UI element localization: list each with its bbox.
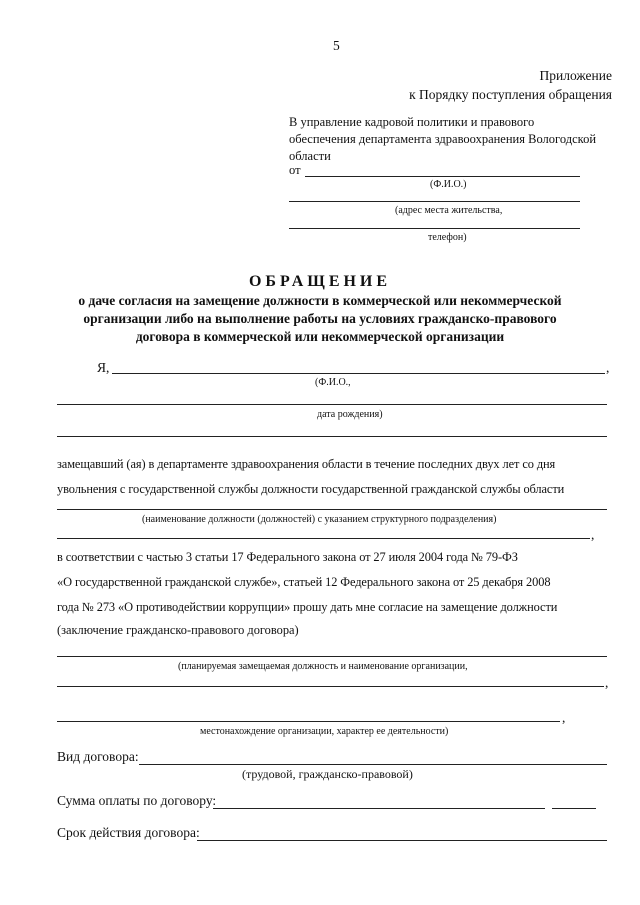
address-hint: (адрес места жительства, bbox=[395, 205, 503, 216]
payment-field[interactable] bbox=[213, 808, 545, 809]
payment-label: Сумма оплаты по договору: bbox=[57, 793, 217, 808]
document-title: ОБРАЩЕНИЕ bbox=[248, 273, 392, 290]
fio-hint: (Ф.И.О.) bbox=[430, 179, 467, 190]
planned-position-field-2[interactable] bbox=[57, 686, 604, 687]
request-line-4: (заключение гражданско-правового договора) bbox=[57, 623, 299, 637]
addressee-line-1: В управление кадровой политики и правового bbox=[289, 115, 535, 129]
request-line-3: года № 273 «О противодействии коррупции» прошу дать мне согласие на замещение должности bbox=[57, 600, 558, 614]
birth-date-hint: дата рождения) bbox=[317, 409, 383, 420]
from-fio-field[interactable] bbox=[305, 176, 580, 177]
addressee-line-3: области bbox=[289, 149, 331, 163]
addressee-line-2: обеспечения департамента здравоохранения Вологодской bbox=[289, 132, 597, 146]
request-line-2: «О государственной гражданской службе», статьей 12 Федерального закона от 25 декабря 2008 bbox=[57, 575, 551, 589]
ya-label: Я, bbox=[97, 360, 110, 375]
term-field[interactable] bbox=[197, 840, 607, 841]
appendix-line-1: Приложение bbox=[539, 68, 612, 83]
applicant-extra-field[interactable] bbox=[57, 436, 607, 437]
contract-type-hint: (трудовой, гражданско-правовой) bbox=[242, 767, 413, 781]
applicant-comma: , bbox=[606, 360, 610, 375]
phone-field[interactable] bbox=[289, 228, 580, 229]
phone-hint: телефон) bbox=[428, 232, 467, 243]
term-label: Срок действия договора: bbox=[57, 825, 200, 840]
appendix-line-2: к Порядку поступления обращения bbox=[409, 87, 612, 102]
contract-type-label: Вид договора: bbox=[57, 749, 139, 764]
location-hint: местонахождение организации, характер ее деятельности) bbox=[200, 726, 449, 737]
position-comma: , bbox=[591, 527, 595, 542]
position-field[interactable] bbox=[57, 509, 607, 510]
subtitle-line-3: договора в коммерческой или некоммерческой организации bbox=[135, 329, 505, 344]
position-text-line-2: увольнения с государственной службы должности государственной гражданской службы области bbox=[57, 482, 565, 496]
payment-field-2[interactable] bbox=[552, 808, 596, 809]
planned-position-field[interactable] bbox=[57, 656, 607, 657]
request-line-1: в соответствии с частью 3 статьи 17 Федерального закона от 27 июля 2004 года № 79-ФЗ bbox=[57, 550, 518, 564]
applicant-fio-hint: (Ф.И.О., bbox=[315, 377, 351, 388]
position-field-2[interactable] bbox=[57, 538, 590, 539]
position-hint: (наименование должности (должностей) с указанием структурного подразделения) bbox=[142, 514, 497, 525]
subtitle-line-1: о даче согласия на замещение должности в коммерческой или некоммерческой bbox=[78, 293, 562, 308]
from-label: от bbox=[289, 163, 301, 177]
page-number: 5 bbox=[333, 38, 340, 53]
planned-comma: , bbox=[605, 675, 609, 690]
location-comma: , bbox=[562, 710, 566, 725]
birth-date-field[interactable] bbox=[57, 404, 607, 405]
planned-position-hint: (планируемая замещаемая должность и наименование организации, bbox=[178, 661, 468, 672]
subtitle-line-2: организации либо на выполнение работы на условиях гражданско-правового bbox=[83, 311, 557, 326]
contract-type-field[interactable] bbox=[139, 764, 607, 765]
position-text-line-1: замещавший (ая) в департаменте здравоохранения области в течение последних двух лет со дня bbox=[57, 457, 556, 471]
applicant-fio-field[interactable] bbox=[112, 373, 605, 374]
address-field[interactable] bbox=[289, 201, 580, 202]
location-field[interactable] bbox=[57, 721, 560, 722]
